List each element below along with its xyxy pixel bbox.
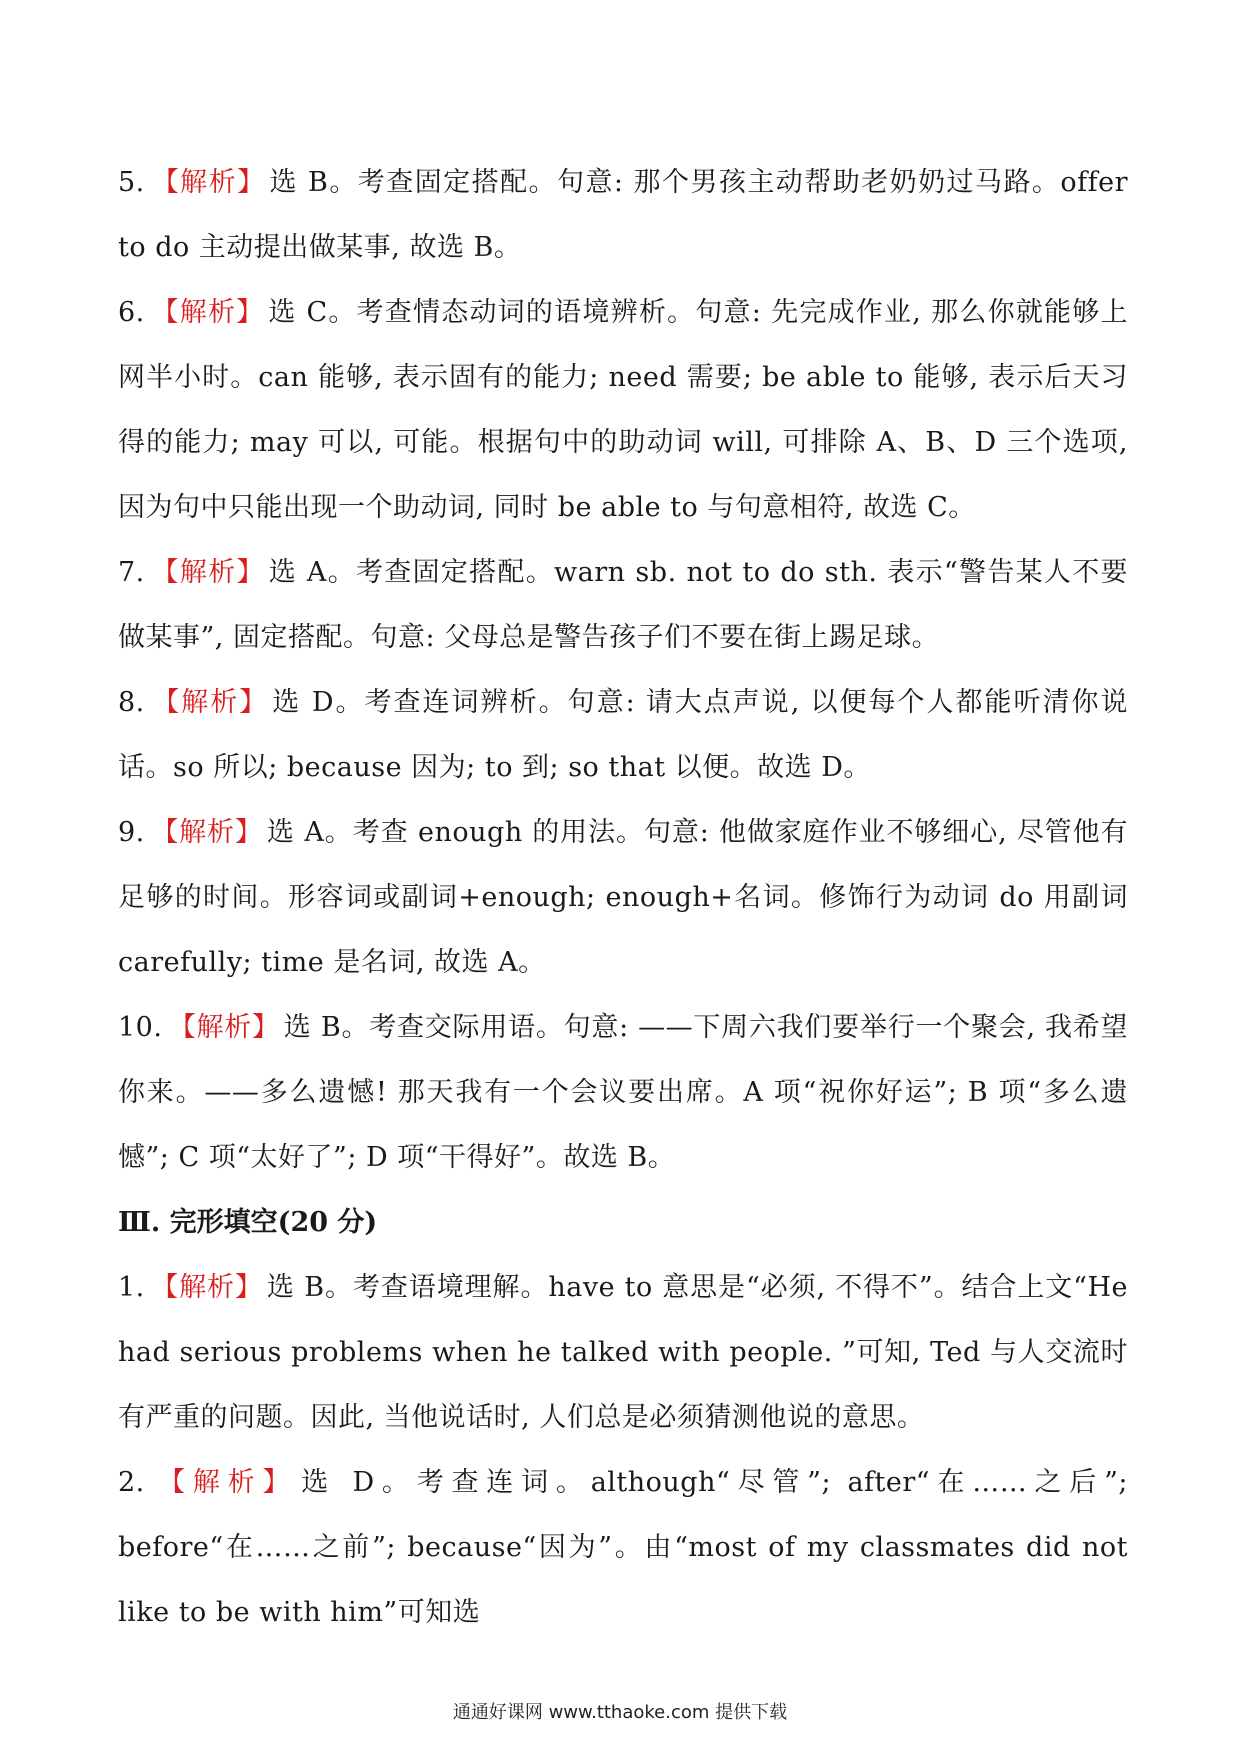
analysis-tag: 【解析】 [150, 167, 266, 198]
item-number: 7. [118, 557, 145, 588]
answer-item-8 [118, 670, 1128, 800]
item-text: 选 D。考查连词。although“尽管”; after“在……之后”; before“在……之前”; because“因为”。由“most of my classmates did not like to be with him”可知选 [118, 1467, 1128, 1628]
answer-item-5 [118, 150, 1128, 280]
section-title: Ⅲ. 完形填空(20 分) [118, 1207, 378, 1238]
item-text: 选 B。考查语境理解。have to 意思是“必须, 不得不”。结合上文“He had serious problems when he talked with people. ”可知, Ted 与人交流时有严重的问题。因此, 当他说话时, 人们总是必须猜测他说的意思。 [118, 1272, 1128, 1433]
answer-item-10 [118, 995, 1128, 1190]
cloze-item-1 [118, 1255, 1128, 1450]
item-number: 5. [118, 167, 145, 198]
analysis-tag: 【解析】 [150, 817, 263, 848]
analysis-tag: 【解析】 [150, 687, 269, 718]
item-number: 8. [118, 687, 145, 718]
analysis-tag: 【解析】 [168, 1012, 280, 1043]
cloze-item-2 [118, 1450, 1128, 1645]
item-text: 选 A。考查固定搭配。warn sb. not to do sth. 表示“警告某人不要做某事”, 固定搭配。句意: 父母总是警告孩子们不要在街上踢足球。 [118, 557, 1128, 653]
item-text: 选 A。考查 enough 的用法。句意: 他做家庭作业不够细心, 尽管他有足够的时间。形容词或副词+enough; enough+名词。修饰行为动词 do 用副词 carefully; time 是名词, 故选 A。 [118, 817, 1129, 978]
analysis-tag: 【解析】 [150, 1467, 298, 1498]
answer-item-7 [118, 540, 1128, 670]
answer-item-9 [118, 800, 1128, 995]
item-number: 10. [118, 1012, 163, 1043]
item-text: 选 C。考查情态动词的语境辨析。句意: 先完成作业, 那么你就能够上网半小时。can 能够, 表示固有的能力; need 需要; be able to 能够, 表示后天习得的能力; may 可以, 可能。根据句中的助动词 will, 可排除 A、B、D 三个选项, 因为句中只能出现一个助动词, 同时 be able to 与句意相符, 故选 C。 [118, 297, 1129, 523]
item-text: 选 B。考查固定搭配。句意: 那个男孩主动帮助老奶奶过马路。offer to do 主动提出做某事, 故选 B。 [118, 167, 1128, 263]
download-footer: 通通好课网 www.tthaoke.com 提供下载 [452, 1702, 788, 1723]
item-number: 9. [118, 817, 145, 848]
answer-content [118, 150, 1128, 1645]
item-text: 选 B。考查交际用语。句意: ——下周六我们要举行一个聚会, 我希望你来。——多么遗憾! 那天我有一个会议要出席。A 项“祝你好运”; B 项“多么遗憾”; C 项“太好了”; D 项“干得好”。故选 B。 [118, 1012, 1128, 1173]
answer-item-6 [118, 280, 1128, 540]
item-text: 选 D。考查连词辨析。句意: 请大点声说, 以便每个人都能听清你说话。so 所以; because 因为; to 到; so that 以便。故选 D。 [118, 687, 1129, 783]
analysis-tag: 【解析】 [150, 1272, 263, 1303]
item-number: 1. [118, 1272, 145, 1303]
analysis-tag: 【解析】 [150, 557, 265, 588]
item-number: 2. [118, 1467, 145, 1498]
analysis-tag: 【解析】 [150, 297, 265, 328]
item-number: 6. [118, 297, 145, 328]
